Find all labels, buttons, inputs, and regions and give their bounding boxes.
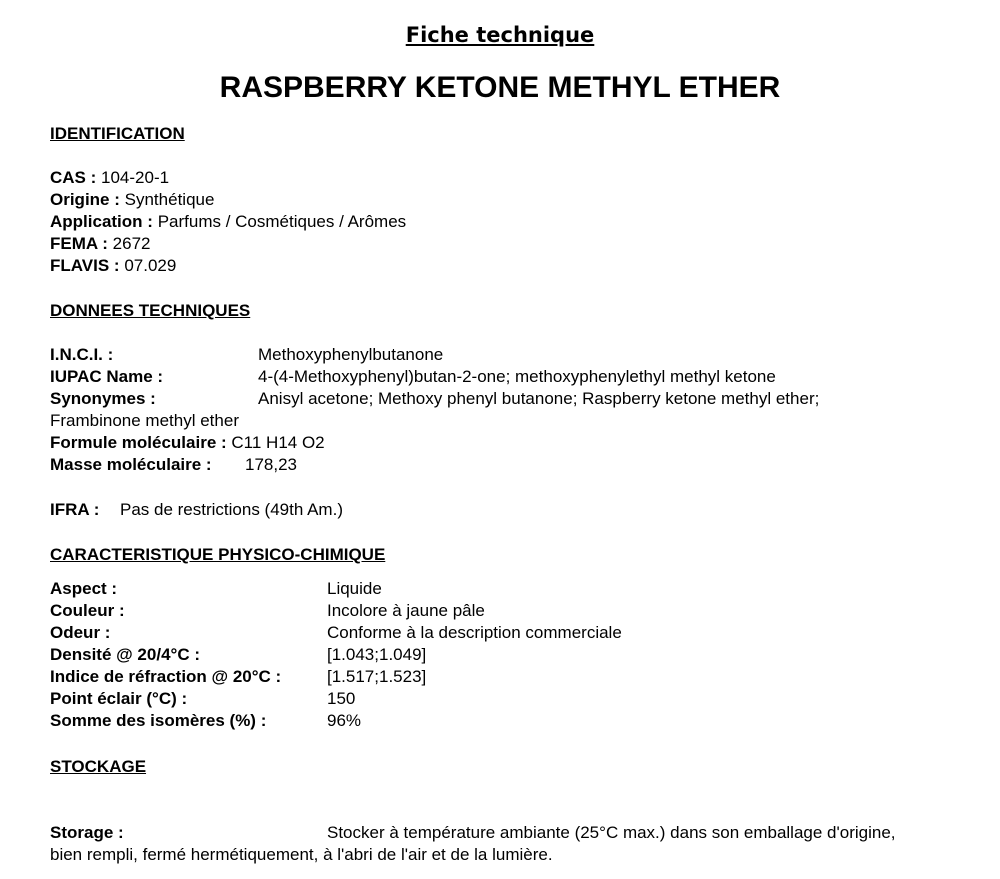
formula-label: Formule moléculaire : (50, 433, 227, 452)
ifra-value: Pas de restrictions (49th Am.) (120, 500, 343, 519)
cas-value: 104-20-1 (101, 168, 170, 187)
storage-continuation: bien rempli, fermé hermétiquement, à l'abri de l'air et de la lumière. (50, 845, 553, 864)
origine-label: Origine : (50, 190, 120, 209)
fema-row (50, 233, 150, 255)
refraction-value: [1.517;1.523] (327, 667, 427, 686)
synonyms-label: Synonymes : (50, 389, 156, 408)
mass-value: 178,23 (245, 455, 297, 474)
refraction-label: Indice de réfraction @ 20°C : (50, 667, 282, 686)
application-row (50, 211, 406, 233)
eclair-label: Point éclair (°C) : (50, 689, 188, 708)
inci-value: Methoxyphenylbutanone (258, 345, 444, 364)
formula-row (50, 432, 325, 454)
aspect-value: Liquide (327, 579, 382, 598)
eclair-value: 150 (327, 689, 356, 708)
section-heading-technical: DONNEES TECHNIQUES (50, 301, 251, 320)
couleur-value: Incolore à jaune pâle (327, 601, 485, 620)
cas-row (50, 167, 169, 189)
ifra-label: IFRA : (50, 500, 100, 519)
section-heading-physchem: CARACTERISTIQUE PHYSICO-CHIMIQUE (50, 545, 386, 564)
storage-label: Storage : (50, 823, 124, 842)
couleur-label: Couleur : (50, 601, 125, 620)
flavis-label: FLAVIS : (50, 256, 120, 275)
origine-row (50, 189, 214, 211)
isomeres-value: 96% (327, 711, 362, 730)
synonyms-continuation: Frambinone methyl ether (50, 411, 239, 430)
fema-value: 2672 (112, 234, 151, 253)
storage-value: Stocker à température ambiante (25°C max.) dans son emballage d'origine, (327, 823, 896, 842)
isomeres-label: Somme des isomères (%) : (50, 711, 267, 730)
product-name-title: RASPBERRY KETONE METHYL ETHER (219, 71, 781, 104)
application-label: Application : (50, 212, 153, 231)
synonyms-value: Anisyl acetone; Methoxy phenyl butanone; Raspberry ketone methyl ether; (258, 389, 820, 408)
iupac-value: 4-(4-Methoxyphenyl)butan-2-one; methoxyphenylethyl methyl ketone (258, 367, 776, 386)
inci-label: I.N.C.I. : (50, 345, 114, 364)
odeur-value: Conforme à la description commerciale (327, 623, 622, 642)
formula-value: C11 H14 O2 (231, 433, 325, 452)
section-heading-identification: IDENTIFICATION (50, 124, 185, 143)
flavis-value: 07.029 (124, 256, 177, 275)
aspect-label: Aspect : (50, 579, 118, 598)
document-type-title: Fiche technique (405, 23, 595, 47)
flavis-row (50, 255, 176, 277)
fema-label: FEMA : (50, 234, 108, 253)
origine-value: Synthétique (124, 190, 215, 209)
densite-label: Densité @ 20/4°C : (50, 645, 200, 664)
iupac-label: IUPAC Name : (50, 367, 164, 386)
densite-value: [1.043;1.049] (327, 645, 427, 664)
application-value: Parfums / Cosmétiques / Arômes (157, 212, 407, 231)
mass-label: Masse moléculaire : (50, 455, 212, 474)
odeur-label: Odeur : (50, 623, 111, 642)
cas-label: CAS : (50, 168, 97, 187)
section-heading-storage: STOCKAGE (50, 757, 147, 776)
